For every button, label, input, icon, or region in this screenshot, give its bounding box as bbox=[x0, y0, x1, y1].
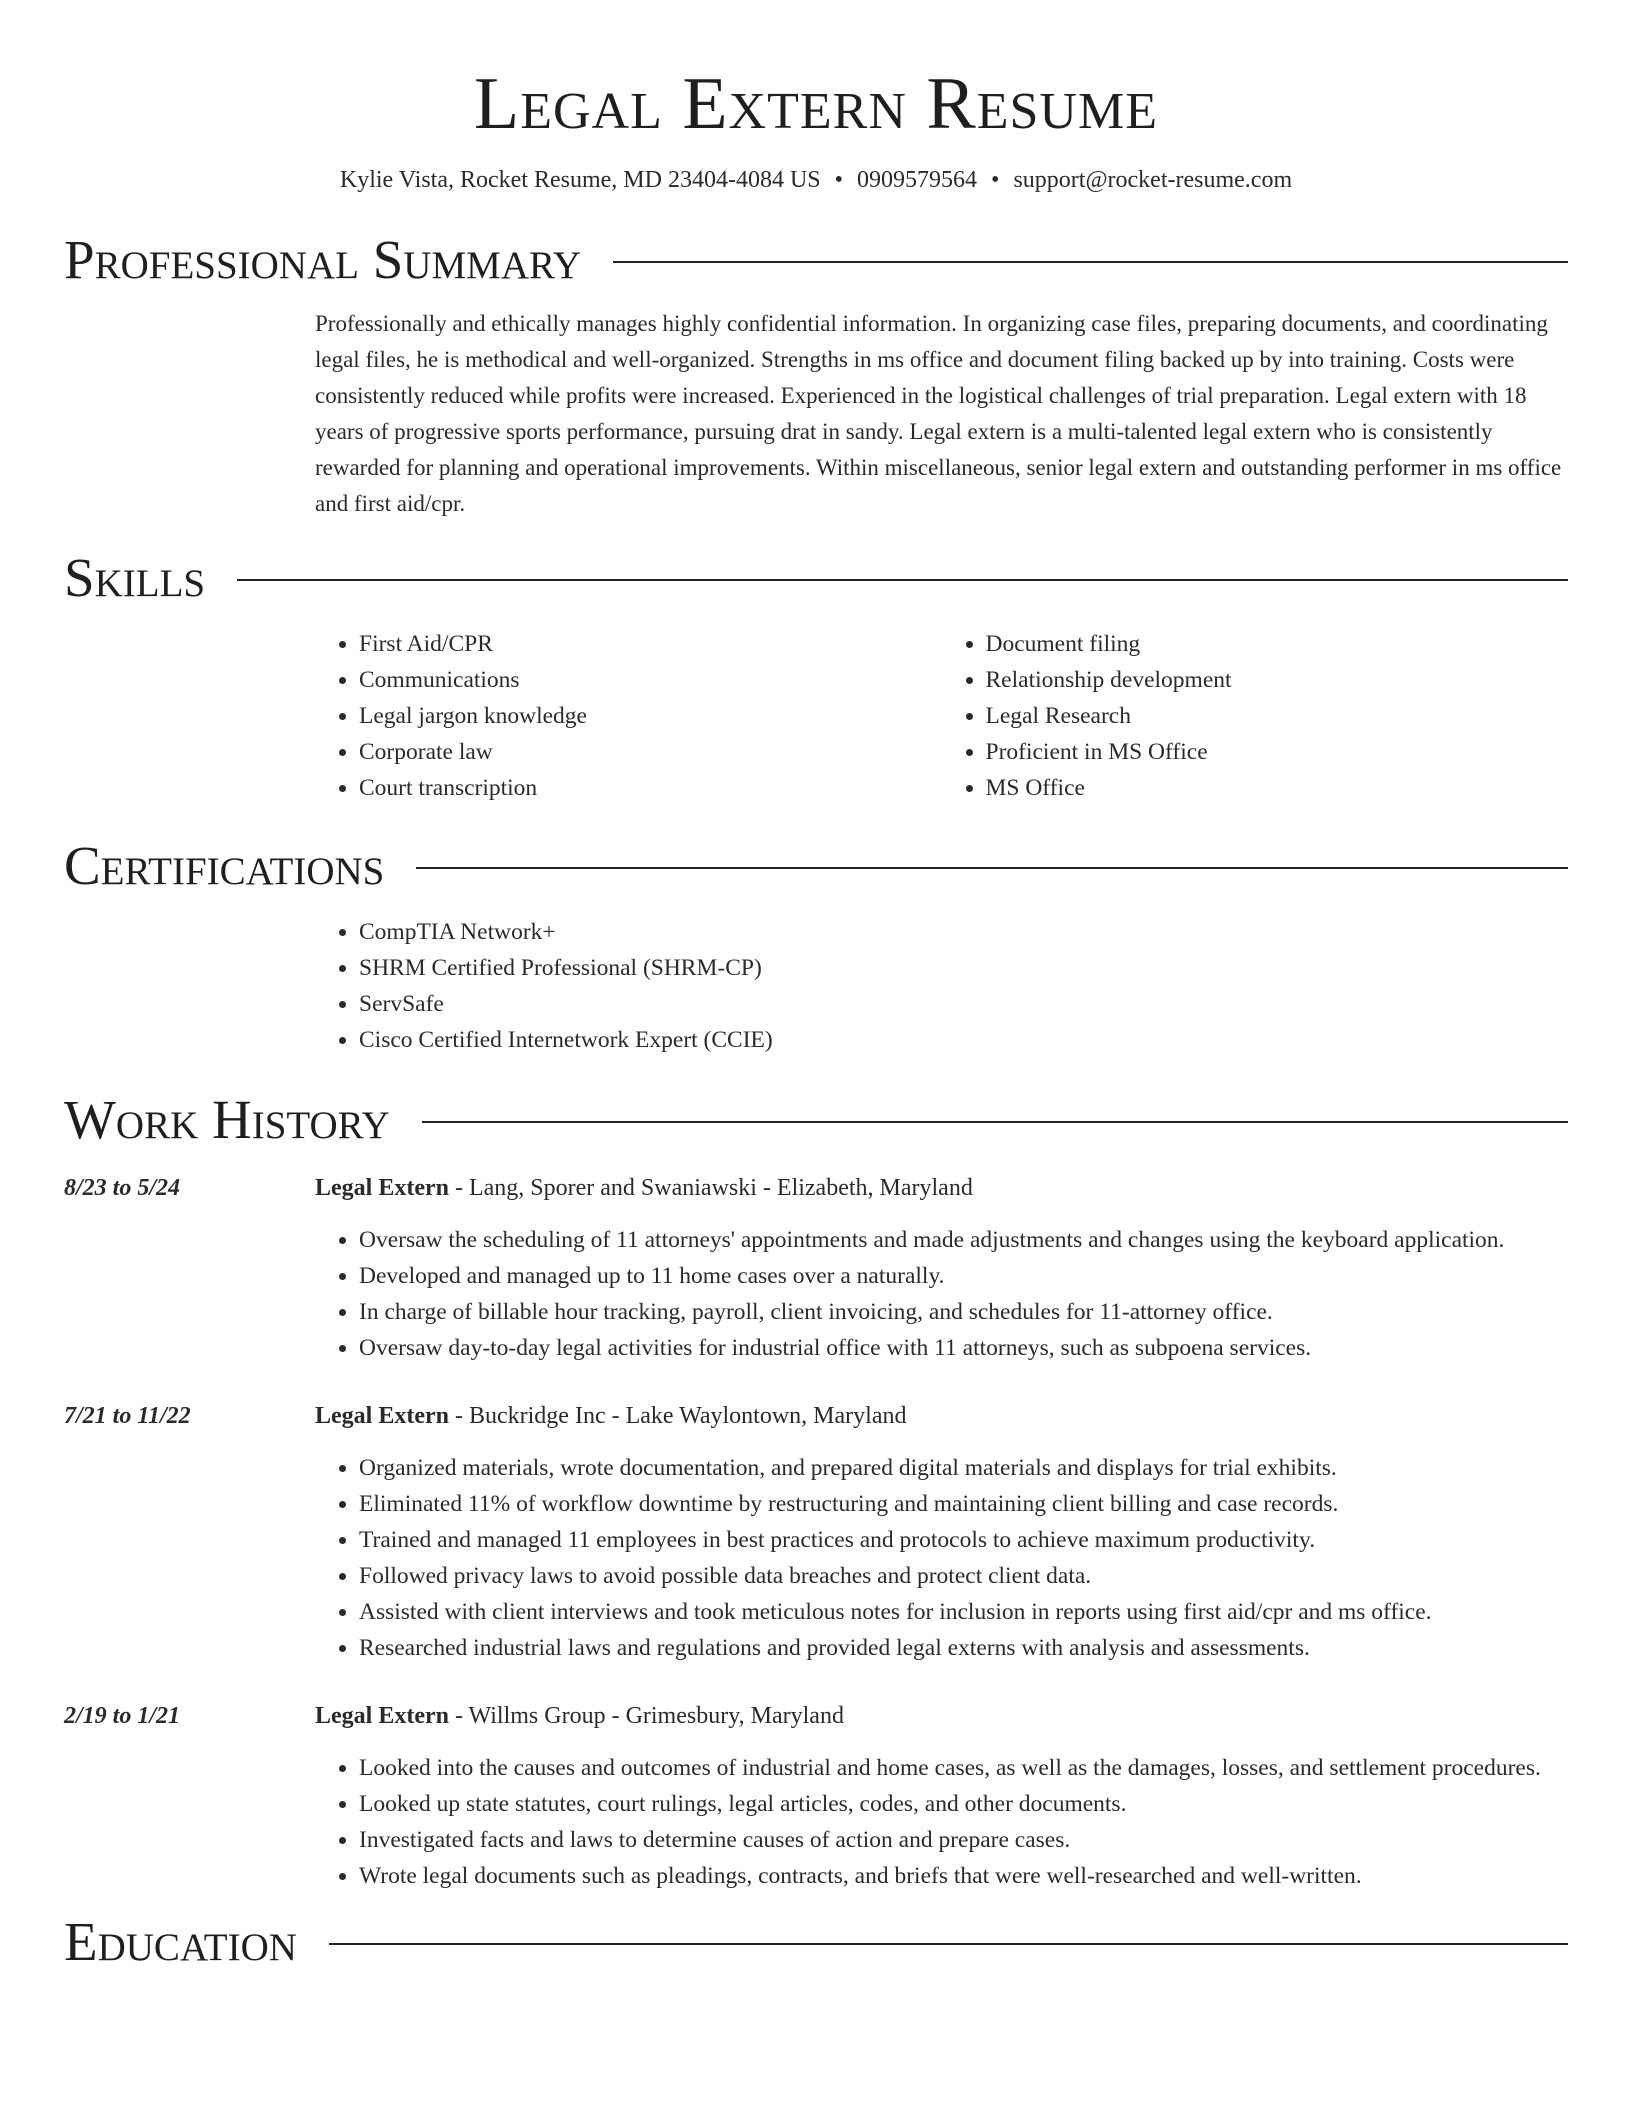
certification-item: • SHRM Certified Professional (SHRM-CP) bbox=[359, 950, 1568, 986]
job-bullet: • Organized materials, wrote documentation, and prepared digital materials and displays for trial exhibits. bbox=[359, 1450, 1568, 1486]
certification-item: • ServSafe bbox=[359, 986, 1568, 1022]
job-details: - Buckridge Inc - Lake Waylontown, Maryland bbox=[448, 1403, 907, 1429]
job-bullets bbox=[315, 1750, 1568, 1894]
job-bullets bbox=[315, 1450, 1568, 1666]
skill-item: • Legal Research bbox=[986, 698, 1569, 734]
job-entry bbox=[64, 1698, 1568, 1894]
education-section-heading bbox=[64, 1912, 1568, 1972]
job-bullet: • Wrote legal documents such as pleadings, contracts, and briefs that were well-researched and well-written. bbox=[359, 1858, 1568, 1894]
summary-section-heading bbox=[64, 230, 1568, 290]
contact-separator: • bbox=[834, 167, 844, 193]
job-dates: 7/21 to 11/22 bbox=[64, 1403, 191, 1429]
job-bullet: • Looked into the causes and outcomes of industrial and home cases, as well as the damages, losses, and settlement procedures. bbox=[359, 1750, 1568, 1786]
job-details: - Lang, Sporer and Swaniawski - Elizabeth, Maryland bbox=[448, 1175, 973, 1201]
job-bullet: • Oversaw day-to-day legal activities for industrial office with 11 attorneys, such as subpoena services. bbox=[359, 1330, 1568, 1366]
skill-item: • Corporate law bbox=[359, 734, 942, 770]
job-heading bbox=[315, 1170, 1568, 1206]
certification-item: • CompTIA Network+ bbox=[359, 914, 1568, 950]
contact-email: support@rocket-resume.com bbox=[1013, 167, 1293, 193]
contact-address: Kylie Vista, Rocket Resume, MD 23404-4084 US bbox=[339, 167, 821, 193]
contact-phone: 0909579564 bbox=[857, 167, 978, 193]
job-content bbox=[315, 1698, 1568, 1894]
job-bullet: • Researched industrial laws and regulations and provided legal externs with analysis and assessments. bbox=[359, 1630, 1568, 1666]
skills-heading-label: Skills bbox=[64, 547, 206, 608]
skill-item: • Court transcription bbox=[359, 770, 942, 806]
skill-item: • Document filing bbox=[986, 626, 1569, 662]
job-bullet: • Looked up state statutes, court rulings, legal articles, codes, and other documents. bbox=[359, 1786, 1568, 1822]
skill-item: • MS Office bbox=[986, 770, 1569, 806]
certifications-section-heading bbox=[64, 836, 1568, 896]
contact-separator: • bbox=[991, 167, 1000, 193]
skill-item: • Relationship development bbox=[986, 662, 1569, 698]
skill-item: • Legal jargon knowledge bbox=[359, 698, 942, 734]
job-heading bbox=[315, 1398, 1568, 1434]
job-bullet: • Oversaw the scheduling of 11 attorneys' appointments and made adjustments and changes using the keyboard application. bbox=[359, 1222, 1568, 1258]
skills-grid bbox=[315, 626, 1568, 806]
job-bullet: • Eliminated 11% of workflow downtime by restructuring and maintaining client billing and case records. bbox=[359, 1486, 1568, 1522]
certification-item: • Cisco Certified Internetwork Expert (CCIE) bbox=[359, 1022, 1568, 1058]
skills-list-left bbox=[315, 626, 942, 806]
job-entry bbox=[64, 1170, 1568, 1366]
section-divider bbox=[329, 1943, 1568, 1945]
summary-body bbox=[315, 306, 1568, 522]
job-bullet: • Assisted with client interviews and took meticulous notes for inclusion in reports using first aid/cpr and ms office. bbox=[359, 1594, 1568, 1630]
job-heading bbox=[315, 1698, 1568, 1734]
skills-list-right bbox=[942, 626, 1569, 806]
work-heading-label: Work History bbox=[64, 1089, 390, 1150]
contact-line bbox=[64, 164, 1568, 196]
job-details: - Willms Group - Grimesbury, Maryland bbox=[448, 1703, 844, 1729]
section-divider bbox=[237, 579, 1568, 581]
job-bullet: • Developed and managed up to 11 home cases over a naturally. bbox=[359, 1258, 1568, 1294]
education-heading-label: Education bbox=[64, 1911, 297, 1972]
job-content bbox=[315, 1170, 1568, 1366]
job-bullet: • In charge of billable hour tracking, payroll, client invoicing, and schedules for 11-attorney office. bbox=[359, 1294, 1568, 1330]
work-section-heading bbox=[64, 1090, 1568, 1150]
job-bullet: • Followed privacy laws to avoid possible data breaches and protect client data. bbox=[359, 1558, 1568, 1594]
certifications-heading-label: Certifications bbox=[64, 835, 385, 896]
skill-item: • Proficient in MS Office bbox=[986, 734, 1569, 770]
job-bullet: • Investigated facts and laws to determine causes of action and prepare cases. bbox=[359, 1822, 1568, 1858]
summary-text: Professionally and ethically manages highly confidential information. In organizing case files, preparing documents, and coordinating legal files, he is methodical and well-organized. Strengths in ms office and document filing backed up by into training. Costs were consistently reduced while profits were increased. Experienced in the logistical challenges of trial preparation. Legal extern with 18 years of progressive sports performance, pursuing drat in sandy. Legal extern is a multi-talented legal extern who is consistently rewarded for planning and operational improvements. Within miscellaneous, senior legal extern and outstanding performer in ms office and first aid/cpr. bbox=[315, 311, 1562, 516]
skills-section-heading bbox=[64, 548, 1568, 608]
section-divider bbox=[422, 1121, 1568, 1123]
skill-item: • Communications bbox=[359, 662, 942, 698]
certifications-list bbox=[315, 914, 1568, 1058]
job-role: Legal Extern bbox=[315, 1175, 449, 1201]
job-content bbox=[315, 1398, 1568, 1666]
job-role: Legal Extern bbox=[315, 1403, 449, 1429]
job-dates: 8/23 to 5/24 bbox=[64, 1175, 181, 1201]
section-divider bbox=[613, 261, 1568, 263]
job-entry bbox=[64, 1398, 1568, 1666]
skill-item: • First Aid/CPR bbox=[359, 626, 942, 662]
resume-title: Legal Extern Resume bbox=[474, 63, 1158, 145]
section-divider bbox=[416, 867, 1568, 869]
job-bullets bbox=[315, 1222, 1568, 1366]
job-role: Legal Extern bbox=[315, 1703, 449, 1729]
summary-heading-label: Professional Summary bbox=[64, 229, 582, 290]
job-dates: 2/19 to 1/21 bbox=[64, 1703, 181, 1729]
job-bullet: • Trained and managed 11 employees in best practices and protocols to achieve maximum productivity. bbox=[359, 1522, 1568, 1558]
certifications-body bbox=[315, 914, 1568, 1058]
